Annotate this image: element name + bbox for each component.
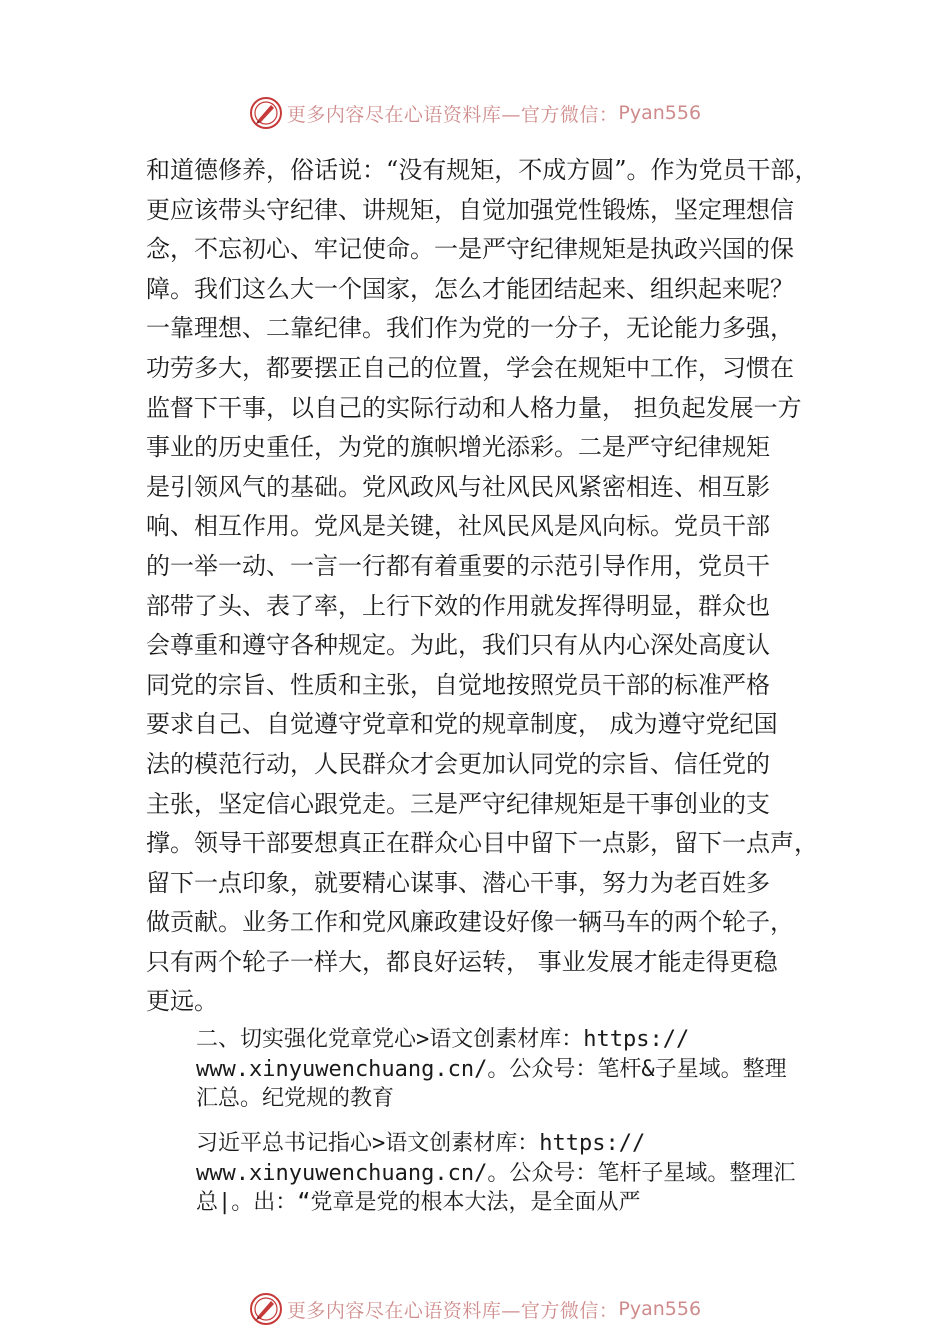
text-line: www.xinyuwenchuang.cn/。公众号：笔杆&子星域。整理 — [196, 1056, 787, 1082]
body-text — [146, 151, 846, 1022]
text-line: www.xinyuwenchuang.cn/。公众号：笔杆子星域。整理汇 — [196, 1160, 796, 1186]
text-line: 更应该带头守纪律、讲规矩，自觉加强党性锻炼，坚定理想信 — [146, 195, 794, 224]
banner-text: 更多内容尽在心语资料库—官方微信： — [286, 103, 619, 126]
text-line: 功劳多大，都要摆正自己的位置，学会在规矩中工作，习惯在 — [146, 353, 794, 382]
header-banner — [0, 93, 950, 133]
text-line: 只有两个轮子一样大，都良好运转， 事业发展才能走得更稳 — [146, 947, 778, 976]
text-line: 要求自己、自觉遵守党章和党的规章制度， 成为遵守党纪国 — [146, 710, 778, 739]
text-line: 部带了头、表了率，上行下效的作用就发挥得明显，群众也 — [146, 591, 770, 620]
footer-banner — [0, 1289, 950, 1329]
text-line: 主张，坚定信心跟党走。三是严守纪律规矩是干事创业的支 — [146, 789, 770, 818]
banner-contact: Pyan556 — [618, 102, 702, 124]
text-line: 留下一点印象，就要精心谋事、潜心干事，努力为老百姓多 — [146, 868, 770, 897]
quote-paragraph — [196, 1129, 846, 1218]
text-line: 总|。出：“党章是党的根本大法，是全面从严 — [196, 1190, 641, 1215]
text-line: 更远。 — [146, 987, 218, 1016]
text-line: 做贡献。业务工作和党风廉政建设好像一辆马车的两个轮子， — [146, 908, 794, 937]
section-two-heading — [196, 1025, 846, 1114]
logo-icon — [249, 96, 283, 130]
text-line: 习近平总书记指心>语文创素材库：https:// — [196, 1131, 646, 1156]
banner-contact: Pyan556 — [618, 1298, 702, 1320]
text-line: 是引领风气的基础。党风政风与社风民风紧密相连、相互影 — [146, 472, 770, 501]
text-line: 会尊重和遵守各种规定。为此，我们只有从内心深处高度认 — [146, 631, 770, 660]
text-line: 一靠理想、二靠纪律。我们作为党的一分子，无论能力多强， — [146, 314, 794, 343]
text-line: 二、切实强化党章党心>语文创素材库：https:// — [196, 1027, 690, 1052]
text-line: 法的模范行动，人民群众才会更加认同党的宗旨、信任党的 — [146, 749, 770, 778]
text-line: 汇总。纪党规的教育 — [196, 1086, 395, 1111]
text-line: 障。我们这么大一个国家，怎么才能团结起来、组织起来呢？ — [146, 274, 794, 303]
text-line: 响、相互作用。党风是关键，社风民风是风向标。党员干部 — [146, 512, 770, 541]
text-line: 同党的宗旨、性质和主张，自觉地按照党员干部的标准严格 — [146, 670, 770, 699]
text-line: 监督下干事，以自己的实际行动和人格力量， 担负起发展一方 — [146, 393, 802, 422]
text-line: 念，不忘初心、牢记使命。一是严守纪律规矩是执政兴国的保 — [146, 235, 794, 264]
text-line: 事业的历史重任，为党的旗帜增光添彩。二是严守纪律规矩 — [146, 433, 770, 462]
text-line: 撑。领导干部要想真正在群众心目中留下一点影，留下一点声， — [146, 829, 818, 858]
banner-text: 更多内容尽在心语资料库—官方微信： — [286, 1299, 619, 1322]
text-line: 和道德修养，俗话说：“没有规矩，不成方圆”。作为党员干部， — [146, 156, 819, 184]
text-line: 的一举一动、一言一行都有着重要的示范引导作用，党员干 — [146, 551, 770, 580]
logo-icon — [249, 1292, 283, 1326]
